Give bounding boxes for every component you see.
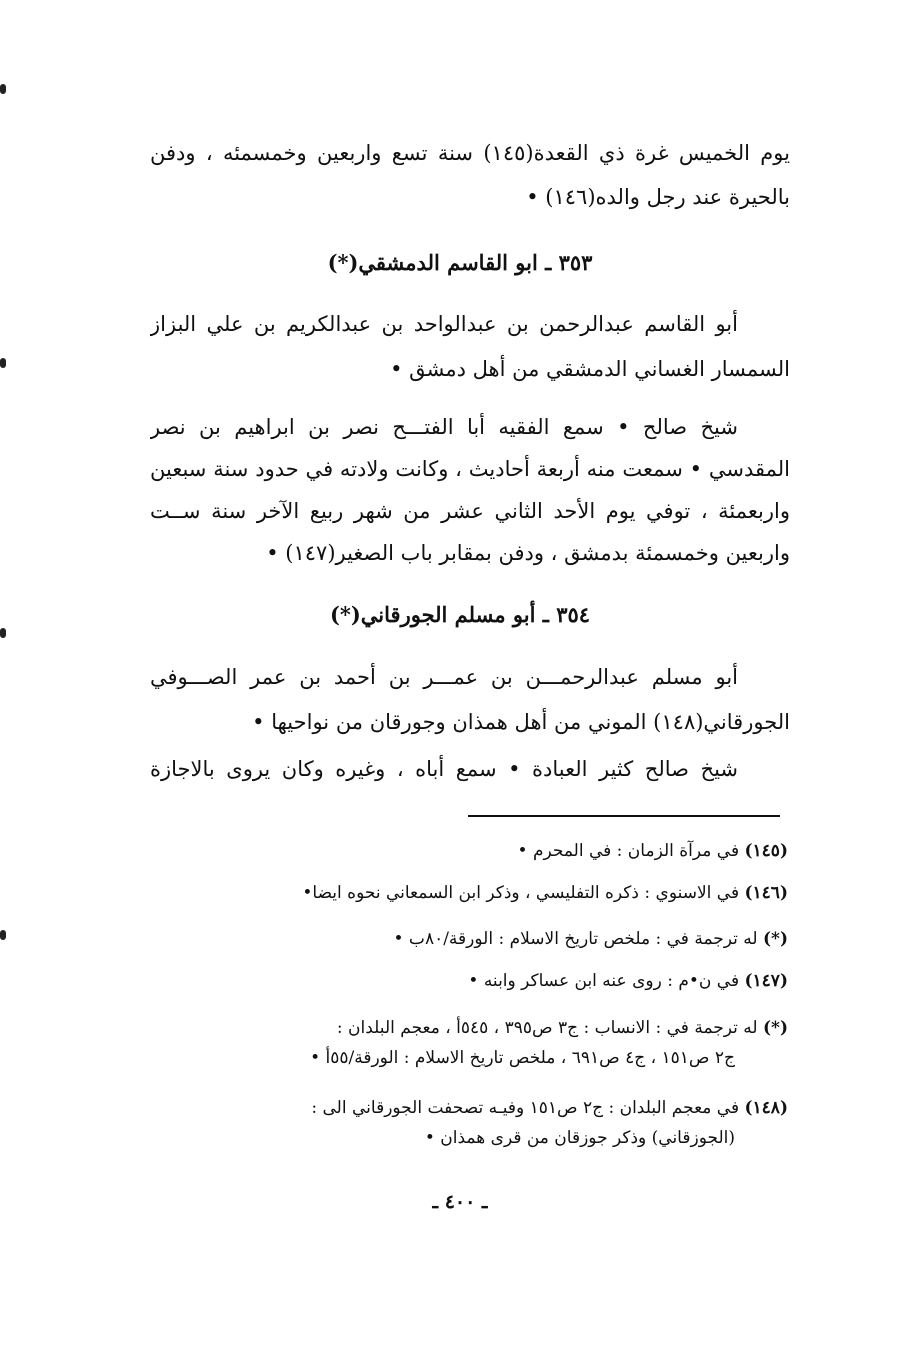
paragraph-line: شيخ صالح • سمع الفقيه أبا الفتـــح نصر بن ابراهيم بن نصر [150, 415, 738, 439]
footnote-number: (*) [763, 929, 788, 949]
footnote-text: له ترجمة في : الانساب : ج٣ ص٣٩٥ ، ٥٤٥أ ، معجم البلدان : [336, 1018, 758, 1038]
margin-mark [0, 930, 6, 940]
footnote [220, 925, 788, 953]
paragraph-line: شيخ صالح كثير العبادة • سمع أباه ، وغيره وكان يروى بالاجازة [150, 757, 738, 781]
footnote-text: في معجم البلدان : ج٢ ص١٥١ وفيـه تصحفت الجورقاني الى : [311, 1098, 740, 1118]
footnote-continuation: (الجوزقاني) وذكر جوزقان من قرى همذان • [424, 1128, 735, 1148]
footnote [330, 967, 788, 995]
footnote [140, 879, 788, 907]
margin-mark [0, 358, 6, 368]
footnote-text: له ترجمة في : ملخص تاريخ الاسلام : الورقة/٨٠ب • [393, 929, 758, 949]
paragraph-line: أبو مسلم عبدالرحمـــن بن عمـــر بن أحمد بن عمر الصـــوفي [150, 665, 738, 689]
entry-heading: ٣٥٣ ـ ابو القاسم الدمشقي(*) [327, 250, 593, 275]
page-number: ـ ٤٠٠ ـ [432, 1191, 488, 1213]
footnote-number: (*) [763, 1018, 788, 1038]
paragraph-line: المقدسي • سمعت منه أربعة أحاديث ، وكانت ولادته في حدود سنة سبعين [150, 457, 790, 481]
footnote-number: (١٤٨) [744, 1098, 788, 1118]
footnote-text: في ن•م : روى عنه ابن عساكر وابنه • [468, 971, 740, 991]
paragraph-line: الجورقاني(١٤٨) الموني من أهل همذان وجورقان من نواحيها • [252, 710, 790, 734]
paragraph-line: واربعين وخمسمئة بدمشق ، ودفن بمقابر باب الصغير(١٤٧) • [266, 541, 790, 565]
margin-mark [0, 84, 6, 94]
paragraph-line: أبو القاسم عبدالرحمن بن عبدالواحد بن عبدالكريم بن علي البزاز [150, 312, 738, 336]
paragraph-line: يوم الخميس غرة ذي القعدة(١٤٥) سنة تسع واربعين وخمسمئه ، ودفن [150, 141, 790, 165]
footnote [140, 1094, 788, 1122]
paragraph-line: واربعمئة ، توفي يوم الأحد الثاني عشر من شهر ربيع الآخر سنة ســت [150, 499, 790, 523]
footnote-text: في مرآة الزمان : في المحرم • [517, 841, 740, 861]
footnote-number: (١٤٥) [744, 841, 788, 861]
footnote [400, 837, 788, 865]
footnote-number: (١٤٧) [744, 971, 788, 991]
footnote-separator [468, 815, 780, 817]
margin-mark [0, 628, 6, 638]
paragraph-line: بالحيرة عند رجل والده(١٤٦) • [526, 185, 790, 209]
footnote [140, 1014, 788, 1042]
paragraph-line: السمسار الغساني الدمشقي من أهل دمشق • [390, 357, 790, 381]
entry-heading: ٣٥٤ ـ أبو مسلم الجورقاني(*) [329, 602, 591, 627]
footnote-text: في الاسنوي : ذكره التفليسي ، وذكر ابن السمعاني نحوه ايضا• [302, 883, 740, 903]
footnote-continuation: ج٢ ص١٥١ ، ج٤ ص٦٩١ ، ملخص تاريخ الاسلام : الورقة/٥٥أ • [310, 1048, 735, 1068]
footnote-number: (١٤٦) [744, 883, 788, 903]
